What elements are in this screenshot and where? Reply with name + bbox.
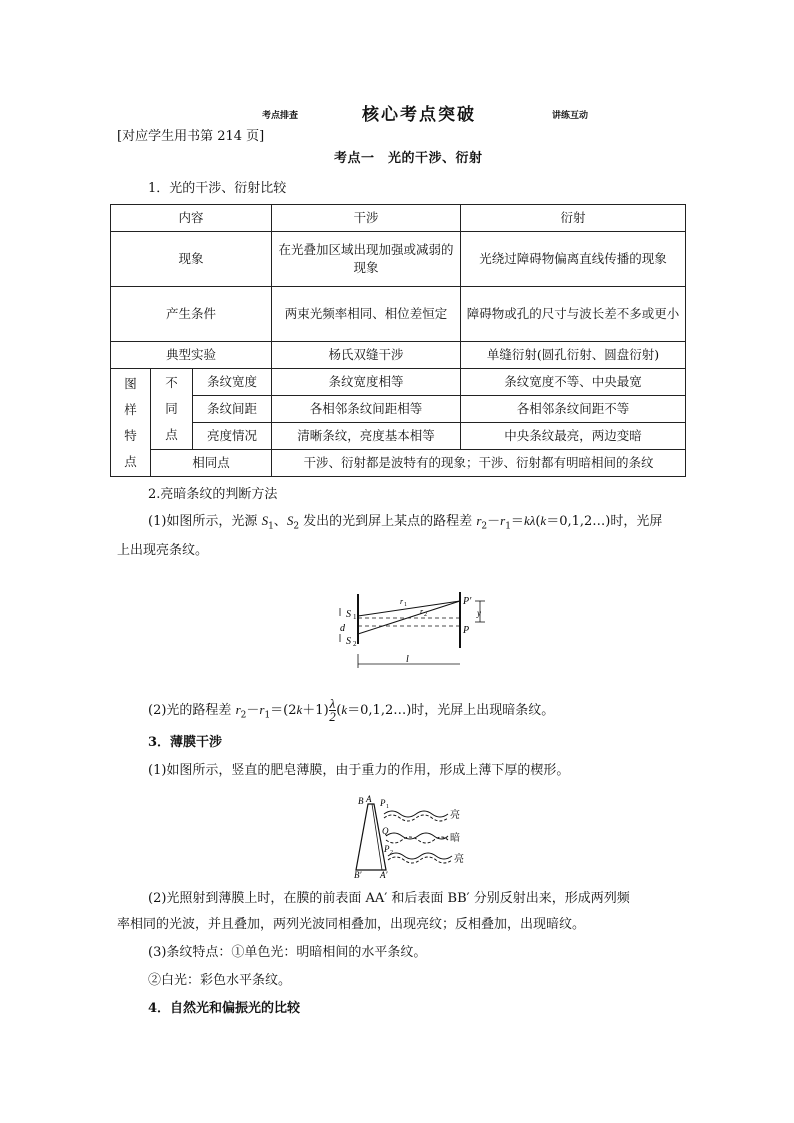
label-a-prime: A′ bbox=[380, 870, 388, 878]
row-label-common: 相同点 bbox=[151, 450, 272, 477]
thin-film-diagram bbox=[354, 792, 474, 878]
label-p-prime: P′ bbox=[463, 596, 472, 607]
table-row bbox=[111, 342, 686, 369]
label-p1: P bbox=[380, 798, 386, 808]
cell-interference: 杨氏双缝干涉 bbox=[272, 342, 461, 369]
s2-paragraph-2: (2)光的路程差 $r_2-r_1=(2k+1)$ $\frac{\lambda}{2}$ (k＝0,1,2…)时，光屏上出现暗条纹。 bbox=[148, 696, 555, 724]
cell-interference: 各相邻条纹间距相等 bbox=[272, 396, 461, 423]
cell-interference: 条纹宽度相等 bbox=[272, 369, 461, 396]
label-d: d bbox=[340, 623, 345, 634]
cell-interference: 在光叠加区域出现加强或减弱的现象 bbox=[272, 232, 461, 287]
cell-interference: 清晰条纹，亮度基本相等 bbox=[272, 423, 461, 450]
double-slit-diagram bbox=[320, 592, 490, 672]
label-q: Q bbox=[382, 826, 389, 836]
label-dark: 暗 bbox=[450, 833, 460, 844]
cell-common: 干涉、衍射都是波特有的现象；干涉、衍射都有明暗相间的条纹 bbox=[272, 450, 686, 477]
s3-paragraph-1: (1)如图所示，竖直的肥皂薄膜，由于重力的作用，形成上薄下厚的楔形。 bbox=[148, 763, 570, 778]
label-bright-1: 亮 bbox=[450, 810, 460, 821]
header-right-tag: 讲练互动 bbox=[552, 111, 589, 121]
group-char: 点 bbox=[124, 453, 137, 469]
svg-text:2: 2 bbox=[390, 850, 393, 856]
svg-text:1: 1 bbox=[404, 602, 407, 608]
cell-diffraction: 光绕过障碍物偏离直线传播的现象 bbox=[461, 232, 686, 287]
group-char: 点 bbox=[165, 427, 178, 442]
cell-interference: 两束光频率相同、相位差恒定 bbox=[272, 287, 461, 342]
svg-text:2: 2 bbox=[424, 612, 427, 618]
table-header-diffraction: 衍射 bbox=[461, 205, 686, 232]
label-y: y bbox=[477, 608, 481, 618]
s4-heading: 4．自然光和偏振光的比较 bbox=[148, 1001, 301, 1016]
label-p2: P bbox=[384, 844, 390, 854]
svg-text:1: 1 bbox=[353, 613, 357, 621]
row-label-experiment: 典型实验 bbox=[111, 342, 272, 369]
table-row bbox=[111, 369, 686, 396]
table-row bbox=[111, 205, 686, 232]
section-title: 考点一 光的干涉、衍射 bbox=[334, 151, 483, 166]
text: (2)光的路程差 bbox=[148, 703, 236, 718]
page-reference: [对应学生用书第 214 页] bbox=[117, 129, 265, 144]
label-b: B bbox=[358, 796, 364, 806]
comparison-table bbox=[110, 204, 686, 477]
label-s2: S bbox=[346, 636, 351, 647]
row-label-condition: 产生条件 bbox=[111, 287, 272, 342]
s3-paragraph-2a: (2)光照射到薄膜上时，在膜的前表面 AA′ 和后表面 BB′ 分别反射出来，形成两列频 bbox=[148, 891, 630, 906]
row-label-fringe-spacing: 条纹间距 bbox=[193, 396, 272, 423]
group-char: 图 bbox=[124, 375, 137, 391]
table-row bbox=[111, 232, 686, 287]
row-label-fringe-width: 条纹宽度 bbox=[193, 369, 272, 396]
s1-heading: 1．光的干涉、衍射比较 bbox=[148, 181, 287, 196]
label-r1: r bbox=[400, 597, 404, 606]
label-b-prime: B′ bbox=[354, 870, 362, 878]
cell-diffraction: 单缝衍射(圆孔衍射、圆盘衍射) bbox=[461, 342, 686, 369]
row-label-brightness: 亮度情况 bbox=[193, 423, 272, 450]
label-p: P bbox=[463, 625, 470, 636]
svg-text:2: 2 bbox=[353, 640, 357, 648]
table-row bbox=[111, 450, 686, 477]
s3-heading: 3．薄膜干涉 bbox=[148, 735, 223, 750]
text: 时，光屏 bbox=[610, 514, 663, 529]
cell-diffraction: 中央条纹最亮，两边变暗 bbox=[461, 423, 686, 450]
row-label-phenomenon: 现象 bbox=[111, 232, 272, 287]
s3-paragraph-2b: 率相同的光波，并且叠加，两列光波同相叠加，出现亮纹；反相叠加，出现暗纹。 bbox=[117, 917, 586, 932]
label-r2: r bbox=[420, 607, 424, 616]
table-header-interference: 干涉 bbox=[272, 205, 461, 232]
svg-text:1: 1 bbox=[386, 804, 389, 810]
table-header-content: 内容 bbox=[111, 205, 272, 232]
table-row bbox=[111, 287, 686, 342]
group-char: 样 bbox=[124, 401, 137, 417]
s2-paragraph-1: (1)如图所示，光源 $S_1$、$S_2$ 发出的光到屏上某点的路程差 $r_2-r_1=k\lambda(k=0,1,2\dots)$时，光屏 bbox=[148, 513, 663, 532]
group-char: 同 bbox=[165, 401, 178, 416]
table-row bbox=[111, 396, 686, 423]
cell-diffraction: 各相邻条纹间距不等 bbox=[461, 396, 686, 423]
table-row bbox=[111, 423, 686, 450]
s3-paragraph-4: ②白光：彩色水平条纹。 bbox=[148, 973, 292, 988]
group-label-pattern-features bbox=[111, 369, 151, 477]
label-s1: S bbox=[346, 609, 351, 620]
s2-heading: 2.亮暗条纹的判断方法 bbox=[148, 487, 278, 502]
s3-paragraph-3: (3)条纹特点：①单色光：明暗相间的水平条纹。 bbox=[148, 945, 427, 960]
label-l: l bbox=[406, 654, 409, 665]
label-a: A bbox=[366, 794, 372, 804]
page-header-title: 核心考点突破 bbox=[362, 105, 476, 125]
s2-paragraph-1-cont: 上出现亮条纹。 bbox=[117, 543, 209, 558]
header-left-tag: 考点排查 bbox=[262, 111, 299, 121]
text: (1)如图所示，光源 bbox=[148, 514, 262, 529]
label-bright-2: 亮 bbox=[454, 854, 464, 865]
text: 发出的光到屏上某点的路程差 bbox=[299, 514, 477, 529]
group-label-differences bbox=[151, 369, 193, 450]
text: 时，光屏上出现暗条纹。 bbox=[411, 703, 555, 718]
cell-diffraction: 条纹宽度不等、中央最宽 bbox=[461, 369, 686, 396]
cell-diffraction: 障碍物或孔的尺寸与波长差不多或更小 bbox=[461, 287, 686, 342]
group-char: 不 bbox=[165, 375, 178, 390]
group-char: 特 bbox=[124, 427, 137, 443]
